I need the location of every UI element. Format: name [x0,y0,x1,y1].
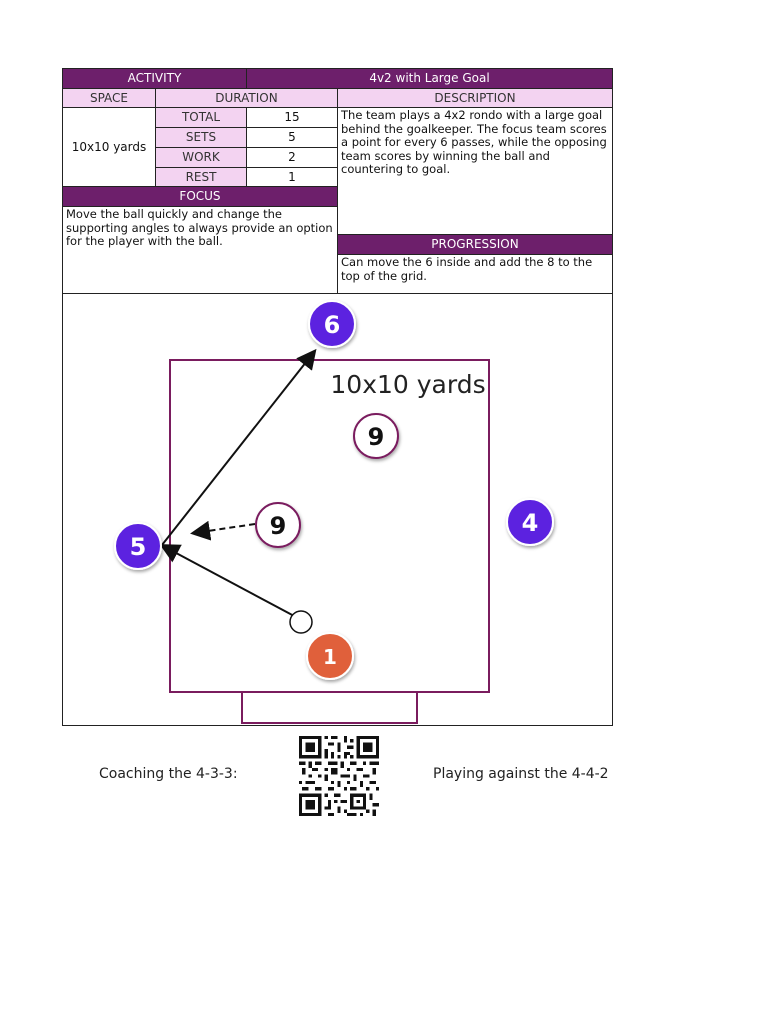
defender-9-top-number: 9 [367,423,385,451]
duration-rest-label: REST [155,167,247,187]
activity-title: 4v2 with Large Goal [246,68,613,89]
duration-total-label: TOTAL [155,107,247,128]
duration-work-value: 2 [246,147,338,168]
description-label: DESCRIPTION [337,88,613,108]
defender-9-middle-number: 9 [269,512,287,540]
coaching-433-label: Coaching the 4-3-3: [99,766,238,782]
duration-sets-value: 5 [246,127,338,148]
qr-code[interactable] [299,735,379,817]
duration-work-label: WORK [155,147,247,168]
duration-sets-label: SETS [155,127,247,148]
progression-label: PROGRESSION [337,234,613,255]
description-text: The team plays a 4x2 rondo with a large goal behind the goalkeeper. The focus team scores a point for every 6 passes, while the opposing team scores by winning the ball and countering to goal. [337,107,613,235]
player-5-number: 5 [129,533,147,561]
player-4-number: 4 [521,509,539,537]
focus-label: FOCUS [62,186,338,207]
duration-label: DURATION [155,88,338,108]
grid-size-label: 10x10 yards [330,370,486,399]
duration-total-value: 15 [246,107,338,128]
focus-text: Move the ball quickly and change the supporting angles to always provide an option for the player with the ball. [62,206,338,294]
playing-against-442-label: Playing against the 4-4-2 [433,766,609,782]
activity-label: ACTIVITY [62,68,247,89]
space-value: 10x10 yards [62,107,156,187]
movement-arrow-9 [194,524,255,533]
player-6-number: 6 [323,311,341,339]
ball [290,611,312,633]
progression-text: Can move the 6 inside and add the 8 to the top of the grid. [337,254,613,294]
space-label: SPACE [62,88,156,108]
pass-arrow-ball-to-5 [163,546,296,617]
duration-rest-value: 1 [246,167,338,187]
goalkeeper-1-number: 1 [323,645,337,669]
goal [242,692,417,723]
